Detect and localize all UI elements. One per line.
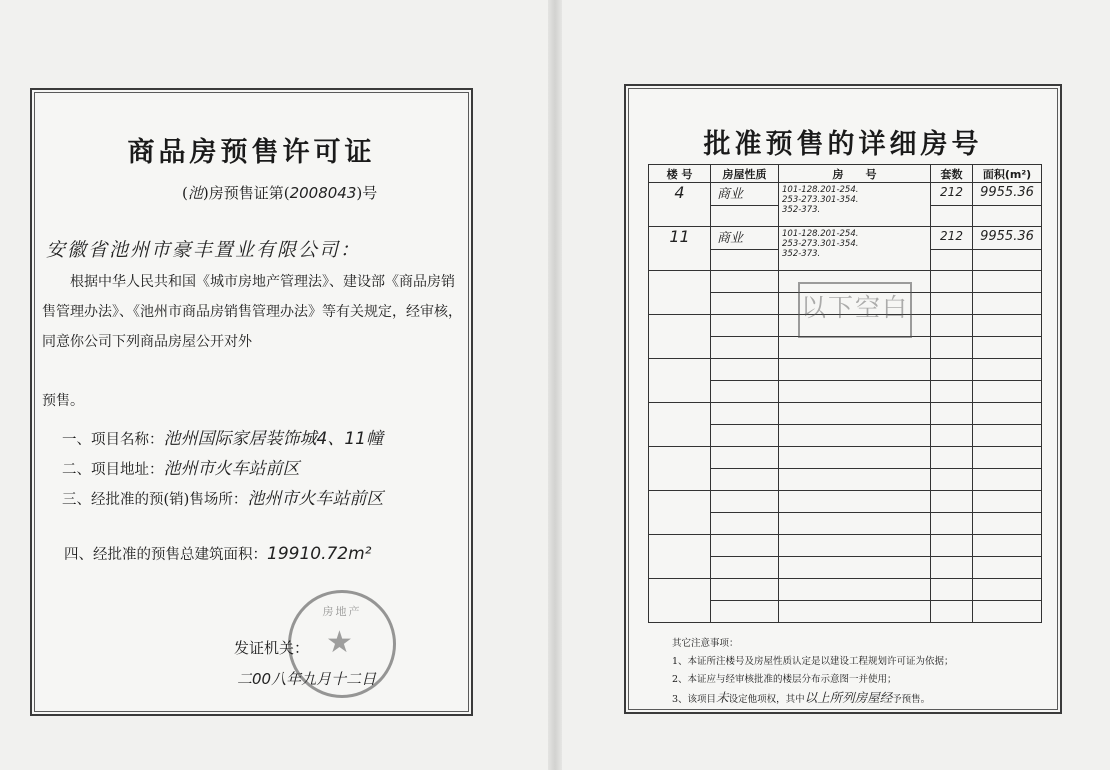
empty-cell xyxy=(779,579,931,601)
empty-cell xyxy=(973,293,1042,315)
empty-cell xyxy=(931,206,973,227)
notes: 其它注意事项： 1、本证所注楼号及房屋性质认定是以建设工程规划许可证为依据； 2、本证应与经审核批准的楼层分布示意图一并使用； 3、该项目未设定他项权，其中以上所列房屋经予预售。 xyxy=(672,635,954,709)
empty-cell xyxy=(779,337,931,359)
empty-cell xyxy=(931,293,973,315)
empty-cell xyxy=(779,491,931,513)
unit-count: 212 xyxy=(931,183,973,206)
col-nature: 房屋性质 xyxy=(711,165,779,183)
room-range: 253-273.301-354. xyxy=(782,195,859,205)
empty-cell xyxy=(973,513,1042,535)
empty-cell xyxy=(779,469,931,491)
project-name: 一、项目名称：池州国际家居装饰城4、11幢 xyxy=(62,429,383,449)
table-row xyxy=(649,491,1042,513)
empty-cell xyxy=(711,206,779,227)
empty-cell xyxy=(931,337,973,359)
issue-date: 二00八年九月十二日 xyxy=(237,670,377,688)
approval-paragraph-end: 预售。 xyxy=(42,393,84,409)
empty-cell xyxy=(973,206,1042,227)
empty-cell xyxy=(931,425,973,447)
note-3: 3、该项目未设定他项权，其中以上所列房屋经予预售。 xyxy=(672,690,931,705)
empty-cell xyxy=(711,491,779,513)
empty-cell xyxy=(973,359,1042,381)
empty-cell xyxy=(779,535,931,557)
table-row xyxy=(649,535,1042,557)
room-range: 253-273.301-354. xyxy=(782,239,859,249)
room-range: 101-128.201-254. xyxy=(782,185,859,195)
empty-cell xyxy=(711,337,779,359)
table-row xyxy=(649,183,1042,206)
empty-cell xyxy=(779,381,931,403)
col-rooms: 房 号 xyxy=(779,165,931,183)
empty-cell xyxy=(973,403,1042,425)
empty-cell xyxy=(973,469,1042,491)
empty-cell xyxy=(973,601,1042,623)
empty-cell xyxy=(931,601,973,623)
table-row xyxy=(649,447,1042,469)
empty-cell xyxy=(711,557,779,579)
room-range: 101-128.201-254. xyxy=(782,229,859,239)
table-header xyxy=(649,165,1042,183)
empty-cell xyxy=(711,513,779,535)
empty-cell xyxy=(931,491,973,513)
project-address: 二、项目地址：池州市火车站前区 xyxy=(62,459,300,479)
empty-cell xyxy=(973,271,1042,293)
license-panel xyxy=(30,88,473,716)
empty-cell xyxy=(973,557,1042,579)
empty-cell xyxy=(931,469,973,491)
empty-cell xyxy=(711,250,779,271)
empty-cell xyxy=(973,579,1042,601)
certificate-number: (池)房预售证第(2008043)号 xyxy=(182,184,378,202)
note-2: 2、本证应与经审核批准的楼层分布示意图一并使用； xyxy=(672,674,897,685)
empty-cell xyxy=(649,403,711,447)
empty-cell xyxy=(649,271,711,315)
empty-cell xyxy=(973,425,1042,447)
empty-cell xyxy=(931,250,973,271)
issuing-authority-label: 发证机关： xyxy=(234,639,310,657)
empty-cell xyxy=(973,491,1042,513)
empty-cell xyxy=(711,579,779,601)
blank-below-stamp: 以下空白 xyxy=(798,282,912,338)
empty-cell xyxy=(779,513,931,535)
empty-cell xyxy=(711,359,779,381)
note-1: 1、本证所注楼号及房屋性质认定是以建设工程规划许可证为依据； xyxy=(672,656,954,667)
empty-cell xyxy=(779,403,931,425)
room-table xyxy=(648,164,1042,623)
approval-paragraph: 根据中华人民共和国《城市房地产管理法》、建设部《商品房销售管理办法》、《池州市商品房销售管理办法》等有关规定，经审核，同意你公司下列商品房屋公开对外 xyxy=(42,274,462,350)
official-seal: 房地产 ★ xyxy=(288,590,396,698)
company-name: 安徽省池州市豪丰置业有限公司： xyxy=(46,239,362,261)
empty-cell xyxy=(931,579,973,601)
empty-cell xyxy=(711,271,779,293)
room-range: 352-373. xyxy=(782,249,821,259)
empty-cell xyxy=(649,579,711,623)
unit-count: 212 xyxy=(931,227,973,250)
empty-cell xyxy=(711,425,779,447)
empty-cell xyxy=(649,447,711,491)
empty-cell xyxy=(649,315,711,359)
empty-cell xyxy=(649,491,711,535)
empty-cell xyxy=(931,271,973,293)
license-title: 商品房预售许可证 xyxy=(127,137,376,168)
col-building: 楼 号 xyxy=(649,165,711,183)
empty-cell xyxy=(973,337,1042,359)
empty-cell xyxy=(973,315,1042,337)
sales-location: 三、经批准的预(销)售场所：池州市火车站前区 xyxy=(62,489,384,509)
table-row xyxy=(649,403,1042,425)
empty-cell xyxy=(973,447,1042,469)
room-range: 352-373. xyxy=(782,205,821,215)
empty-cell xyxy=(973,250,1042,271)
room-detail-panel xyxy=(624,84,1062,714)
empty-cell xyxy=(931,557,973,579)
empty-cell xyxy=(779,601,931,623)
empty-cell xyxy=(711,293,779,315)
empty-cell xyxy=(779,425,931,447)
property-nature: 商业 xyxy=(711,227,779,250)
col-count: 套数 xyxy=(931,165,973,183)
empty-cell xyxy=(931,447,973,469)
empty-cell xyxy=(779,359,931,381)
star-icon: ★ xyxy=(326,625,353,660)
empty-cell xyxy=(711,601,779,623)
empty-cell xyxy=(711,403,779,425)
total-area: 四、经批准的预售总建筑面积：19910.72m² xyxy=(64,544,372,564)
empty-cell xyxy=(973,535,1042,557)
empty-cell xyxy=(711,535,779,557)
empty-cell xyxy=(779,447,931,469)
floor-area: 9955.36 xyxy=(973,227,1042,250)
empty-cell xyxy=(779,557,931,579)
empty-cell xyxy=(931,359,973,381)
empty-cell xyxy=(931,513,973,535)
table-row xyxy=(649,227,1042,250)
empty-cell xyxy=(931,403,973,425)
empty-cell xyxy=(931,381,973,403)
empty-cell xyxy=(649,535,711,579)
floor-area: 9955.36 xyxy=(973,183,1042,206)
col-area: 面积(m²) xyxy=(973,165,1042,183)
table-row xyxy=(649,359,1042,381)
building-number: 4 xyxy=(649,183,711,227)
property-nature: 商业 xyxy=(711,183,779,206)
detail-title: 批准预售的详细房号 xyxy=(703,129,983,160)
empty-cell xyxy=(711,469,779,491)
empty-cell xyxy=(711,447,779,469)
empty-cell xyxy=(931,315,973,337)
empty-cell xyxy=(931,535,973,557)
table-row xyxy=(649,579,1042,601)
empty-cell xyxy=(711,315,779,337)
room-numbers xyxy=(779,227,931,271)
building-number: 11 xyxy=(649,227,711,271)
page-fold xyxy=(548,0,562,770)
room-numbers xyxy=(779,183,931,227)
empty-cell xyxy=(649,359,711,403)
empty-cell xyxy=(711,381,779,403)
empty-cell xyxy=(973,381,1042,403)
